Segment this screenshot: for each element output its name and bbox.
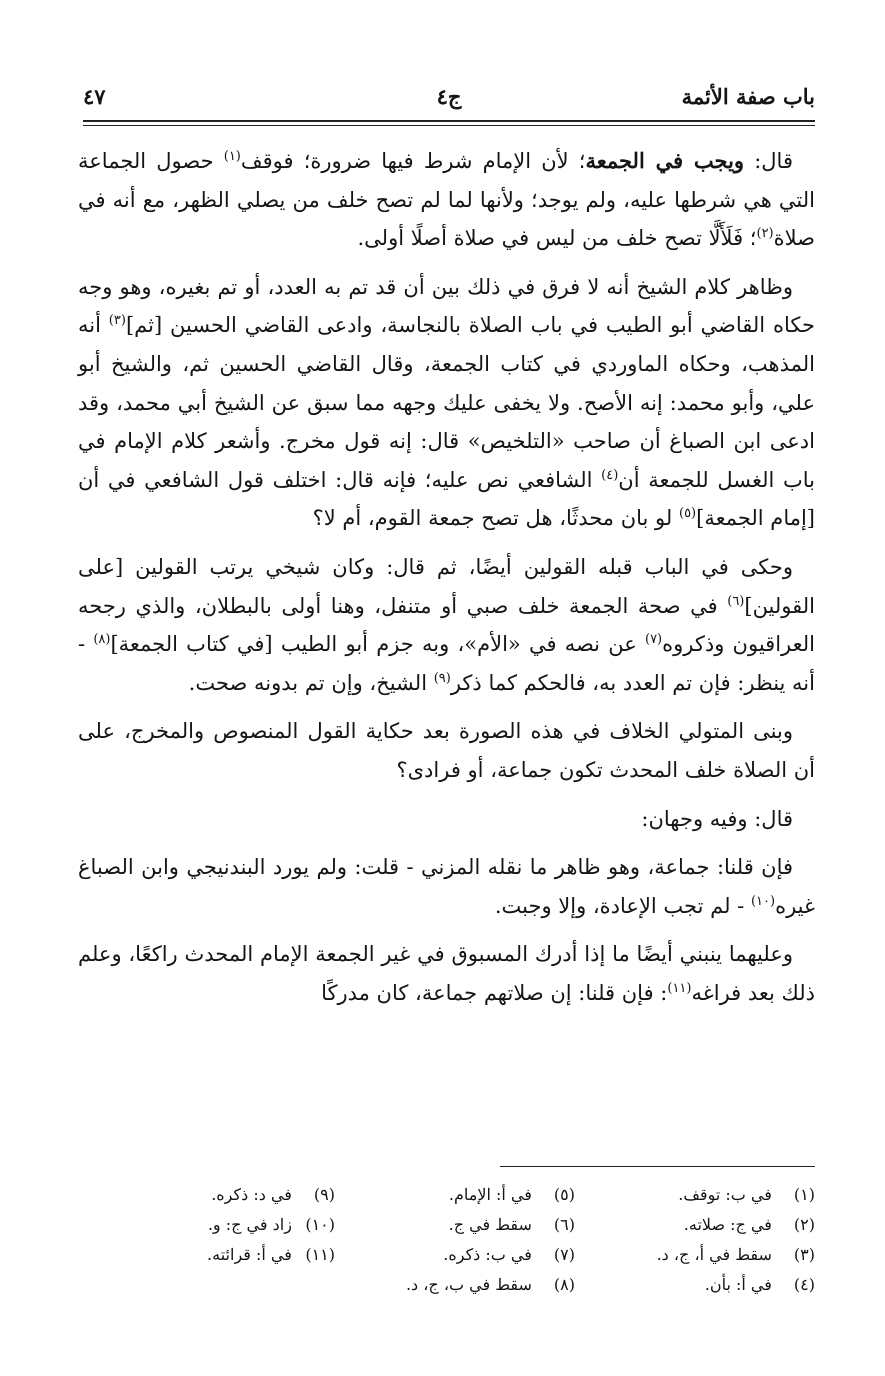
footnote — [95, 1180, 335, 1210]
footnote-text: في ب: ذكره. — [443, 1245, 537, 1264]
footnote-number: (٤) — [793, 1275, 815, 1294]
footnote-ref: (٢) — [756, 226, 774, 242]
footnote-separator — [500, 1166, 815, 1167]
text-run: وبنى المتولي الخلاف في هذه الصورة بعد حكاية القول المنصوص والمخرج، على أن الصلاة خلف المحدث تكون جماعة، أو فرادى؟ — [78, 719, 815, 782]
paragraph — [78, 848, 815, 925]
footnote-text: في ج: صلاته. — [683, 1215, 777, 1234]
text-run: : فإن قلنا: إن صلاتهم جماعة، كان مدركًا — [321, 980, 668, 1005]
footnote-number: (١١) — [305, 1245, 335, 1264]
text-run: وظاهر كلام الشيخ أنه لا فرق في ذلك بين أن قد تم به العدد، أو تم بغيره، وهو وجه حكاه القاضي أبو الطيب في باب الصلاة بالنجاسة، وادعى القاضي الحسين [ثم] — [78, 274, 815, 338]
paragraph — [78, 548, 815, 702]
volume-label: ج٤ — [436, 84, 462, 109]
footnote-text: سقط في ج. — [448, 1215, 537, 1234]
footnote-text: سقط في ب، ج، د. — [405, 1275, 537, 1294]
footnote-number: (١) — [793, 1185, 815, 1204]
footnote — [95, 1210, 335, 1240]
footnote-ref: (٨) — [93, 632, 111, 648]
footnote-column — [95, 1180, 335, 1300]
text-run: قال: — [744, 149, 793, 173]
footnote-text: في أ: الإمام. — [448, 1185, 537, 1204]
footnotes — [95, 1180, 815, 1300]
footnote — [335, 1240, 575, 1270]
header-rule-thin — [83, 125, 815, 126]
footnote — [575, 1180, 815, 1210]
footnote-ref: (٧) — [644, 632, 663, 648]
footnote-number: (٦) — [553, 1215, 575, 1234]
text-run: ؛ فَلَأَلَّا تصح خلف من ليس في صلاة أصلًا أولى. — [357, 226, 757, 251]
paragraph — [78, 935, 815, 1012]
footnote — [575, 1210, 815, 1240]
text-run: أنه المذهب، وحكاه الماوردي في كتاب الجمعة، وقال القاضي الحسين ثم، والشيخ أبو علي، وأبو محمد: إنه الأصح. ولا يخفى عليك وجهه مما سبق عن الشيخ أبي محمد، وقد ادعى ابن الصباغ أن صاحب «التلخيص» قال: إنه قول مخرج. وأشعر كلام الإمام في باب الغسل للجمعة أن — [78, 313, 815, 492]
footnote-text: في أ: بأن. — [704, 1275, 777, 1294]
page-header — [83, 84, 815, 118]
footnote-text: في د: ذكره. — [211, 1185, 297, 1204]
paragraph — [78, 800, 815, 839]
footnote — [335, 1180, 575, 1210]
footnote-ref: (٥) — [678, 506, 697, 522]
paragraph — [78, 142, 815, 258]
header-rule — [83, 120, 815, 122]
paragraph — [78, 268, 815, 538]
text-run: لو بان محدثًا، هل تصح جمعة القوم، أم لا؟ — [312, 506, 679, 531]
footnote-number: (٨) — [553, 1275, 575, 1294]
footnote — [335, 1210, 575, 1240]
text-run: قال: وفيه وجهان: — [641, 806, 793, 831]
body-text — [78, 142, 815, 1022]
footnote-ref: (٩) — [433, 670, 451, 686]
text-run: - أنه ينظر: فإن تم العدد به، فالحكم كما ذكر — [78, 632, 815, 695]
footnote — [575, 1270, 815, 1300]
text-run: وحكى في الباب قبله القولين أيضًا، ثم قال: وكان شيخي يرتب القولين [على القولين] — [78, 554, 815, 618]
footnote-number: (٧) — [553, 1245, 575, 1264]
footnote-ref: (٤) — [601, 467, 619, 483]
text-run: الشافعي نص عليه؛ فإنه قال: اختلف قول الشافعي في أن [إمام الجمعة] — [78, 467, 815, 531]
text-run: ؛ لأن الإمام شرط فيها ضرورة؛ فوقف — [240, 149, 586, 173]
paragraph — [78, 712, 815, 789]
footnote-text: في أ: قرائته. — [207, 1245, 297, 1264]
footnote-number: (٥) — [553, 1185, 575, 1204]
footnote-ref: (٣) — [108, 313, 126, 329]
footnote-ref: (١٠) — [750, 893, 776, 909]
footnote-number: (٣) — [793, 1245, 815, 1264]
chapter-title: باب صفة الأئمة — [681, 84, 815, 109]
page-number: ٤٧ — [83, 84, 106, 109]
text-run: - لم تجب الإعادة، وإلا وجبت. — [494, 893, 751, 918]
footnote — [95, 1240, 335, 1270]
footnote-number: (٢) — [793, 1215, 815, 1234]
footnote-ref: (١) — [223, 149, 241, 164]
footnote — [575, 1240, 815, 1270]
footnote — [335, 1270, 575, 1300]
footnote-column — [575, 1180, 815, 1300]
footnote-ref: (١١) — [667, 980, 692, 996]
text-run: وعليهما ينبني أيضًا ما إذا أدرك المسبوق في غير الجمعة الإمام المحدث راكعًا، وعلم ذلك بعد فراغه — [78, 942, 815, 1005]
footnote-number: (٩) — [313, 1185, 335, 1204]
text-run: الشيخ، وإن تم بدونه صحت. — [188, 670, 434, 695]
footnote-column — [335, 1180, 575, 1300]
text-run: عن نصه في «الأم»، وبه جزم أبو الطيب [في كتاب الجمعة] — [110, 632, 645, 657]
text-run: حصول الجماعة التي هي شرطها عليه، ولم يوجد؛ ولأنها لما لم تصح خلف من يصلي الظهر، مع أنه في صلاة — [78, 149, 815, 251]
footnote-text: في ب: توقف. — [678, 1185, 777, 1204]
emphasis-text: ويجب في الجمعة — [585, 148, 745, 173]
footnote-number: (١٠) — [305, 1215, 335, 1234]
footnote-ref: (٦) — [727, 593, 745, 609]
text-run: فإن قلنا: جماعة، وهو ظاهر ما نقله المزني - قلت: ولم يورد البندنيجي وابن الصباغ غيره — [78, 855, 815, 918]
footnote-text: سقط في أ، ج، د. — [656, 1245, 777, 1264]
text-run: في صحة الجمعة خلف صبي أو متنفل، وهنا أولى بالبطلان، والذي رجحه العراقيون وذكروه — [78, 593, 815, 657]
footnote-text: زاد في ج: و. — [207, 1215, 297, 1234]
